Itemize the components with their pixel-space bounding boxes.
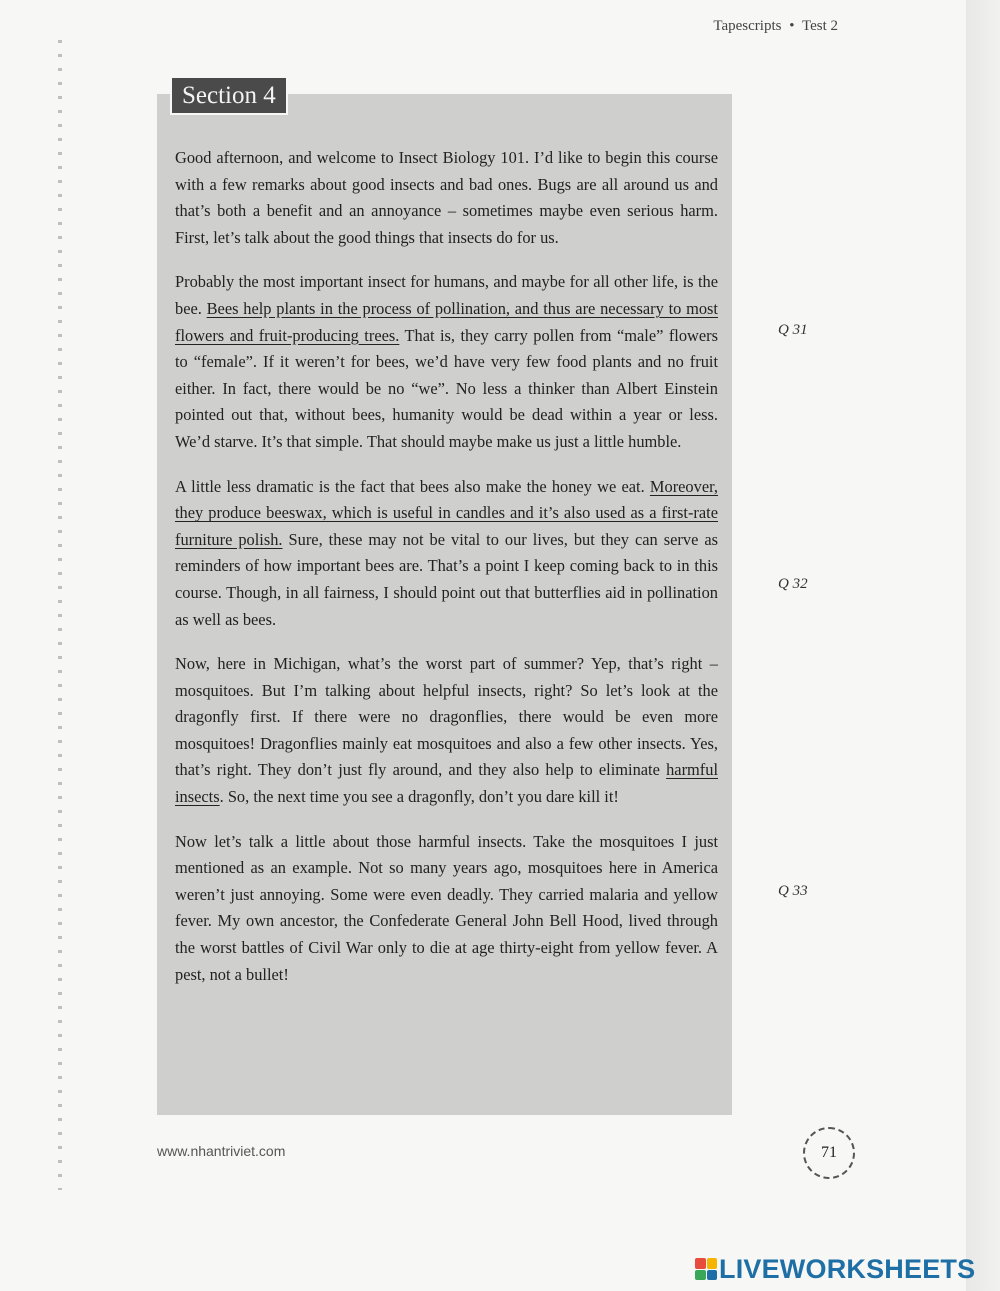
paragraph-3-text-b: Sure, these may not be vital to our lives, but they can serve as reminders of how important bees are. That’s a point I keep coming back to in this course. Though, in all fairness, I should point out that butterflies aid in pollination as well as bees. xyxy=(175,529,718,629)
running-head-separator: • xyxy=(789,18,795,34)
question-marker-q31: Q 31 xyxy=(778,322,808,338)
paragraph-2-text-a: Probably the most important insect for humans, and maybe for all other life, is the bee. xyxy=(175,272,718,318)
tapescript-body xyxy=(175,145,718,1006)
liveworksheets-logo-icon xyxy=(695,1258,717,1280)
paragraph-3 xyxy=(175,474,718,634)
running-head xyxy=(713,18,838,35)
logo-square-yellow xyxy=(707,1258,718,1269)
paragraph-2-text-b: That is, they carry pollen from “male” flowers to “female”. If it weren’t for bees, we’d have very few food plants and no fruit either. In fact, there would be no “we”. No less a thinker than Albert Einstein pointed out that, without bees, humanity would be dead within a year or less. We’d starve. It’s that simple. That should maybe make us just a little humble. xyxy=(175,325,718,451)
answer-underline-q32: Moreover, they produce beeswax, which is useful in candles and it’s also used as a first-rate furniture polish. xyxy=(175,476,718,549)
paragraph-4-text-b: . So, the next time you see a dragonfly, don’t you dare kill it! xyxy=(219,787,619,807)
section-heading: Section 4 xyxy=(170,76,288,115)
paragraph-5: Now let’s talk a little about those harmful insects. Take the mosquitoes I just mentioned as an example. Not so many years ago, mosquitoes here in America weren’t just annoying. Some were even deadly. They carried malaria and yellow fever. My own ancestor, the Confederate General John Bell Hood, lived through the worst battles of Civil War only to die at age thirty-eight from yellow fever. A pest, not a bullet! xyxy=(175,831,718,984)
footer-url: www.nhantriviet.com xyxy=(157,1143,286,1159)
page-edge-shadow xyxy=(966,0,1000,1291)
answer-underline-q33: harmful insects xyxy=(175,760,718,807)
paragraph-3-text-a: A little less dramatic is the fact that bees also make the honey we eat. xyxy=(175,476,650,496)
answer-underline-q31: Bees help plants in the process of pollination, and thus are necessary to most flowers and fruit-producing trees. xyxy=(175,298,718,345)
question-marker-q32: Q 32 xyxy=(778,576,808,592)
binding-perforation xyxy=(58,40,62,1190)
question-marker-q33: Q 33 xyxy=(778,883,808,899)
logo-square-blue xyxy=(707,1270,718,1281)
page-number: 71 xyxy=(821,1144,837,1161)
paragraph-4-text-a: Now, here in Michigan, what’s the worst part of summer? Yep, that’s right – mosquitoes. But I’m talking about helpful insects, right? So let’s look at the dragonfly first. If there were no dragonflies, there would be even more mosquitoes! Dragonflies mainly eat mosquitoes and also a few other insects. Yes, that’s right. They don’t just fly around, and they also help to eliminate xyxy=(175,654,718,780)
logo-square-red xyxy=(695,1258,706,1269)
logo-square-green xyxy=(695,1270,706,1281)
paragraph-4 xyxy=(175,651,718,811)
paragraph-2 xyxy=(175,269,718,455)
liveworksheets-watermark xyxy=(695,1254,975,1284)
running-head-book: Tapescripts xyxy=(713,18,782,34)
running-head-test: Test 2 xyxy=(801,18,838,34)
liveworksheets-brand-text: LIVEWORKSHEETS xyxy=(719,1253,976,1284)
paragraph-1: Good afternoon, and welcome to Insect Biology 101. I’d like to begin this course with a few remarks about good insects and bad ones. Bugs are all around us and that’s both a benefit and an annoyance – sometimes maybe even serious harm. First, let’s talk about the good things that insects do for us. xyxy=(175,148,718,247)
page-number-badge xyxy=(803,1127,855,1179)
